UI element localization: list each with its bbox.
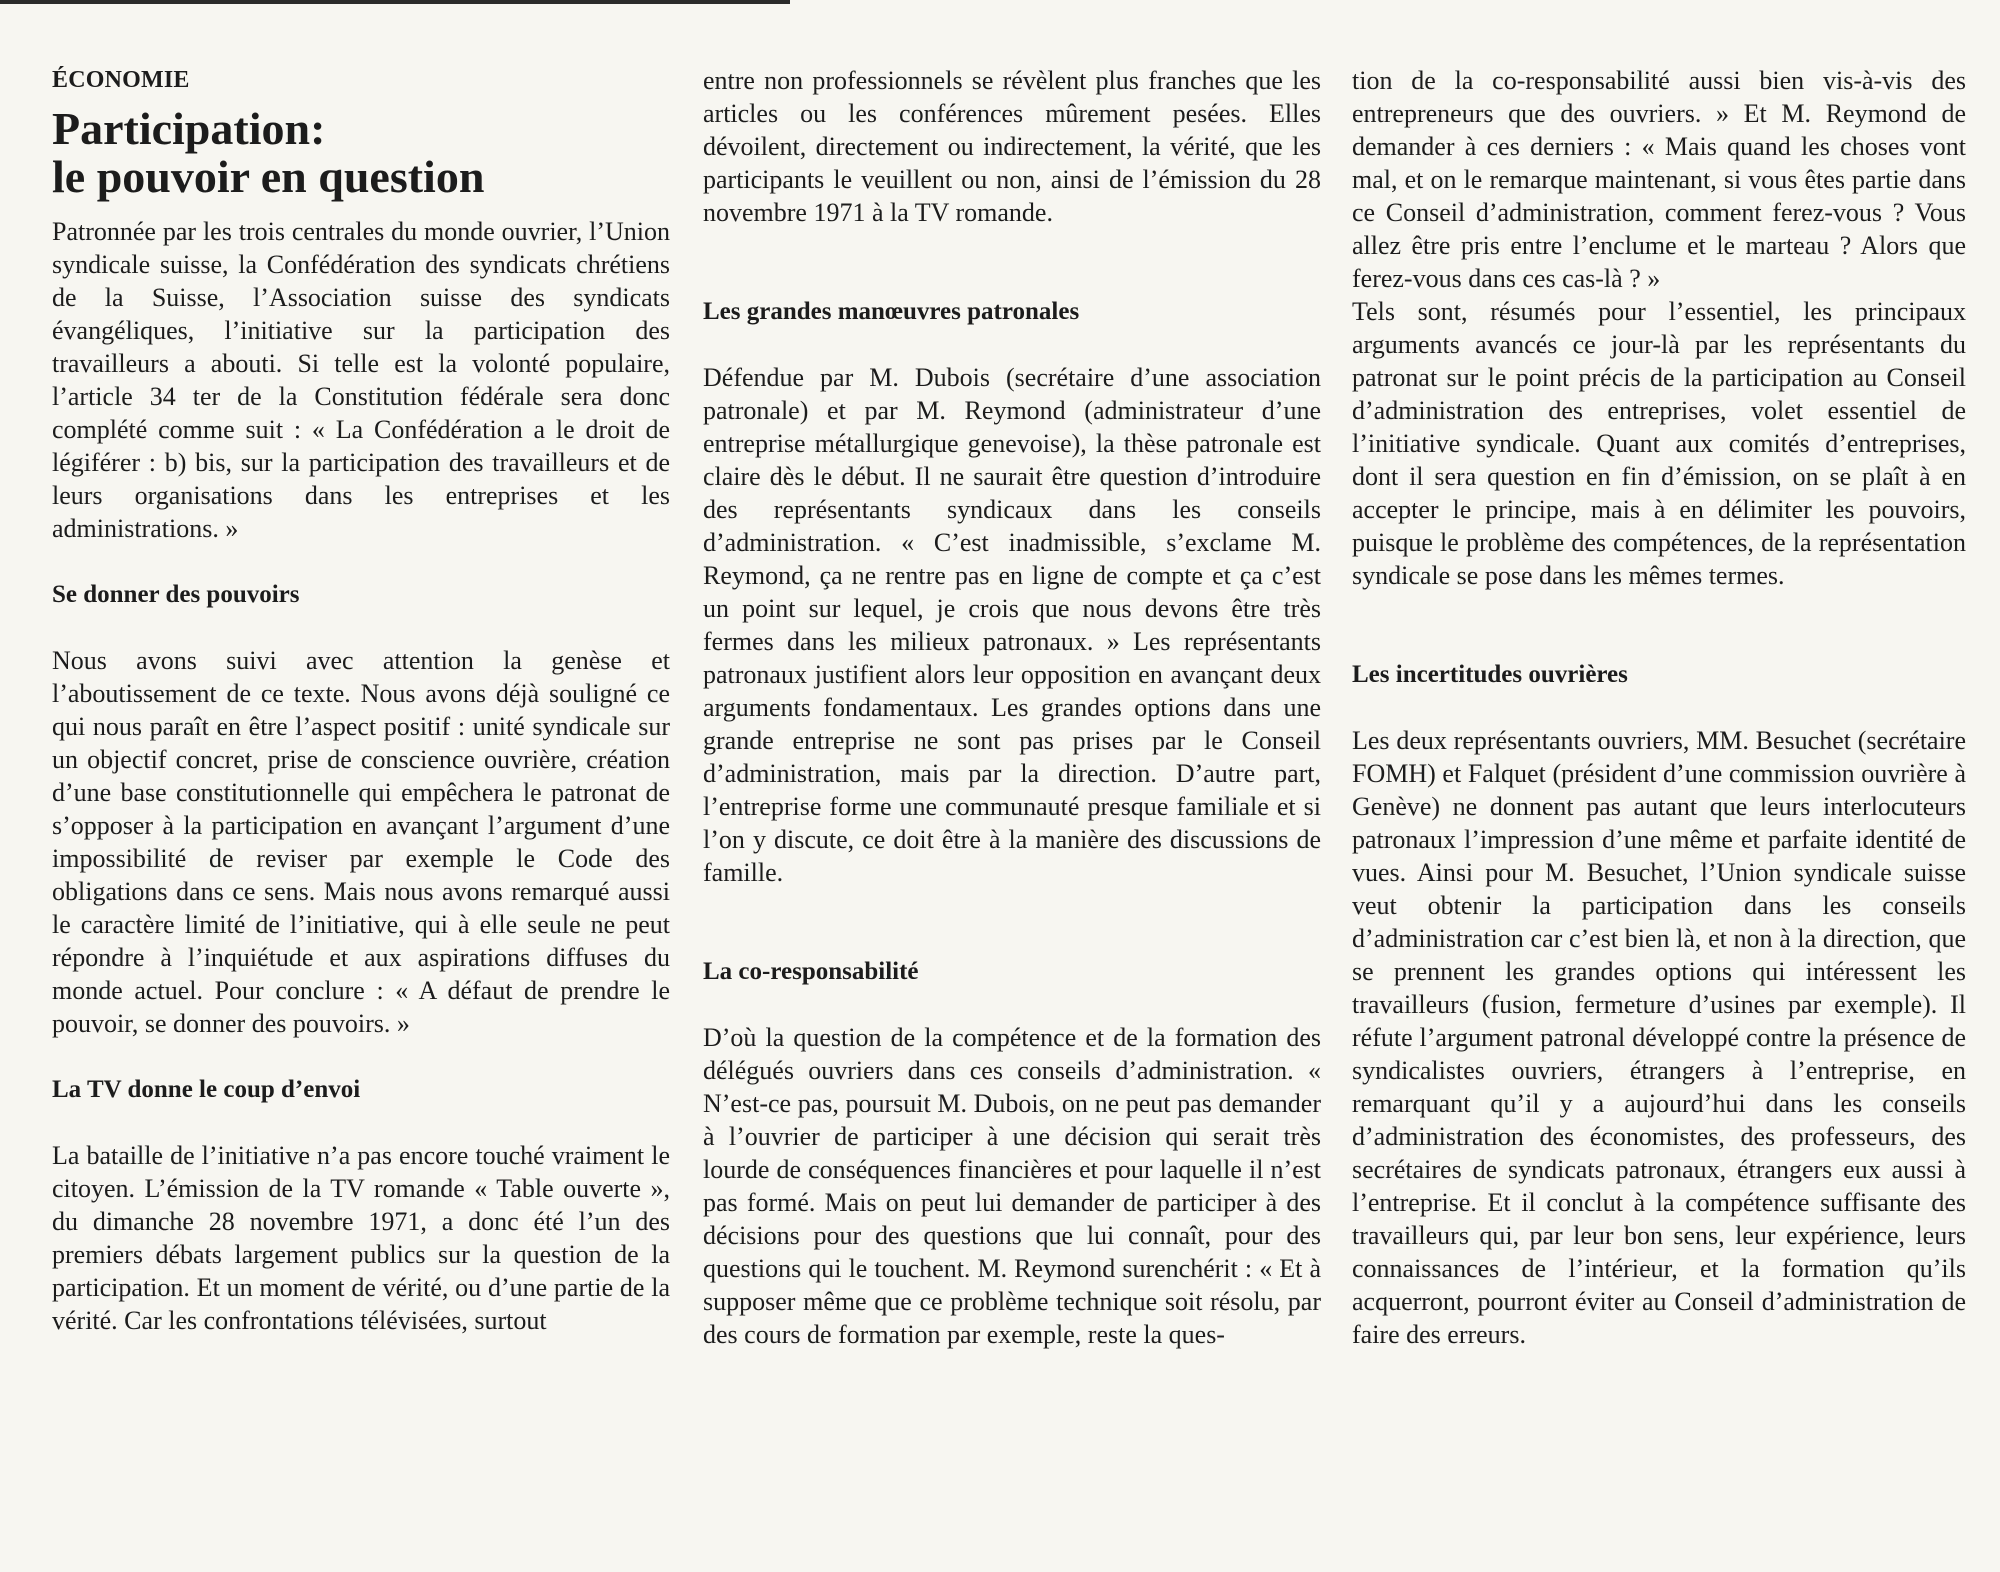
- title-line-2: le pouvoir en question: [52, 151, 485, 202]
- paragraph: D’où la question de la compétence et de la formation des délégués ouvriers dans ces conseils d’administration. « N’est-ce pas, poursuit M. Dubois, on ne peut pas demander à l’ouvrier de participer à une décision qui serait très lourde de conséquences financières et pour laquelle il n’est pas formé. Mais on peut lui demander de participer à des décisions pour des questions que lui connaît, pour des questions qui le touchent. M. Reymond surenchérit : « Et à supposer même que ce problème technique soit résolu, par des cours de formation par exemple, reste la ques-: [703, 1023, 1321, 1349]
- column-1: [52, 64, 670, 1337]
- title-line-1: Participation:: [52, 103, 326, 154]
- subheading-la-tv-donne-le-coup-denvoi: La TV donne le coup d’envoi: [52, 1076, 361, 1103]
- article-title: [52, 105, 670, 201]
- section-label: ÉCONOMIE: [52, 67, 190, 93]
- subheading-les-grandes-manoeuvres-patronales: Les grandes manœuvres patronales: [703, 298, 1080, 325]
- paragraph: Les deux représentants ouvriers, MM. Besuchet (secrétaire FOMH) et Falquet (président d’une commission ouvrière à Genève) ne donnent pas autant que leurs interlocuteurs patronaux l’impression d’une même et parfaite identité de vues. Ainsi pour M. Besuchet, l’Union syndicale suisse veut obtenir la participation dans les conseils d’administration car c’est bien là, et non à la direction, que se prennent les grandes options qui intéressent les travailleurs (fusion, fermeture d’usines par exemple). Il réfute l’argument patronal développé contre la présence de syndicalistes ouvriers, étrangers à l’entreprise, en remarquant qu’il y a aujourd’hui dans les conseils d’administration des économistes, des professeurs, des secrétaires de syndicats patronaux, étrangers eux aussi à l’entreprise. Et il conclut à la compétence suffisante des travailleurs qui, par leur bon sens, leur expérience, leurs connaissances de l’intérieur, et la formation qu’ils acquerront, pourront éviter au Conseil d’administration de faire des erreurs.: [1352, 726, 1966, 1349]
- column-3: [1352, 64, 1966, 1351]
- column-2: [703, 64, 1321, 1351]
- paragraph: tion de la co-responsabilité aussi bien vis-à-vis des entrepreneurs que des ouvriers. » Et M. Reymond de demander à ces derniers : « Mais quand les choses vont mal, et on le remarque maintenant, si vous êtes partie dans ce Conseil d’administration, comment ferez-vous ? Vous allez être pris entre l’enclume et le marteau ? Alors que ferez-vous dans ces cas-là ? »: [1352, 66, 1966, 293]
- paragraph: Défendue par M. Dubois (secrétaire d’une association patronale) et par M. Reymond (administrateur d’une entreprise métallurgique genevoise), la thèse patronale est claire dès le début. Il ne saurait être question d’introduire des représentants syndicaux dans les conseils d’administration. « C’est inadmissible, s’exclame M. Reymond, ça ne rentre pas en ligne de compte et ça c’est un point sur lequel, je crois que nous devons être très fermes dans les milieux patronaux. » Les représentants patronaux justifient alors leur opposition en avançant deux arguments fondamentaux. Les grandes options dans une grande entreprise ne sont pas prises par le Conseil d’administration, mais par la direction. D’autre part, l’entreprise forme une communauté presque familiale et si l’on y discute, ce doit être à la manière des discussions de famille.: [703, 363, 1321, 887]
- subheading-se-donner-des-pouvoirs: Se donner des pouvoirs: [52, 581, 300, 608]
- paragraph: Tels sont, résumés pour l’essentiel, les principaux arguments avancés ce jour-là par les représentants du patronat sur le point précis de la participation au Conseil d’administration des entreprises, volet essentiel de l’initiative syndicale. Quant aux comités d’entreprises, dont il sera question en fin d’émission, on se plaît à en accepter le principe, mais à en délimiter les pouvoirs, puisque le problème des compétences, de la représentation syndicale se pose dans les mêmes termes.: [1352, 297, 1966, 590]
- paragraph: entre non professionnels se révèlent plus franches que les articles ou les conférences mûrement pesées. Elles dévoilent, directement ou indirectement, la vérité, que les participants le veuillent ou non, ainsi de l’émission du 28 novembre 1971 à la TV romande.: [703, 66, 1321, 227]
- paragraph: Nous avons suivi avec attention la genèse et l’aboutissement de ce texte. Nous avons déjà souligné ce qui nous paraît en être l’aspect positif : unité syndicale sur un objectif concret, prise de conscience ouvrière, création d’une base constitutionnelle qui empêchera le patronat de s’opposer à la participation en avançant l’argument d’une impossibilité de reviser par exemple le Code des obligations dans ce sens. Mais nous avons remarqué aussi le caractère limité de l’initiative, qui à elle seule ne peut répondre à l’inquiétude et aux aspirations diffuses du monde actuel. Pour conclure : « A défaut de prendre le pouvoir, se donner des pouvoirs. »: [52, 646, 670, 1038]
- top-rule: [0, 0, 790, 4]
- paragraph: La bataille de l’initiative n’a pas encore touché vraiment le citoyen. L’émission de la TV romande « Table ouverte », du dimanche 28 novembre 1971, a donc été l’un des premiers débats largement publics sur la question de la participation. Et un moment de vérité, ou d’une partie de la vérité. Car les confrontations télévisées, surtout: [52, 1141, 670, 1335]
- subheading-les-incertitudes-ouvrieres: Les incertitudes ouvrières: [1352, 661, 1628, 688]
- intro-paragraph: Patronnée par les trois centrales du monde ouvrier, l’Union syndicale suisse, la Confédération des syndicats chrétiens de la Suisse, l’Association suisse des syndicats évangéliques, l’initiative sur la participation des travailleurs a abouti. Si telle est la volonté populaire, l’article 34 ter de la Constitution fédérale sera donc complété comme suit : « La Confédération a le droit de légiférer : b) bis, sur la participation des travailleurs et de leurs organisations dans les entreprises et les administrations. »: [52, 217, 670, 543]
- subheading-la-co-responsabilite: La co-responsabilité: [703, 958, 919, 985]
